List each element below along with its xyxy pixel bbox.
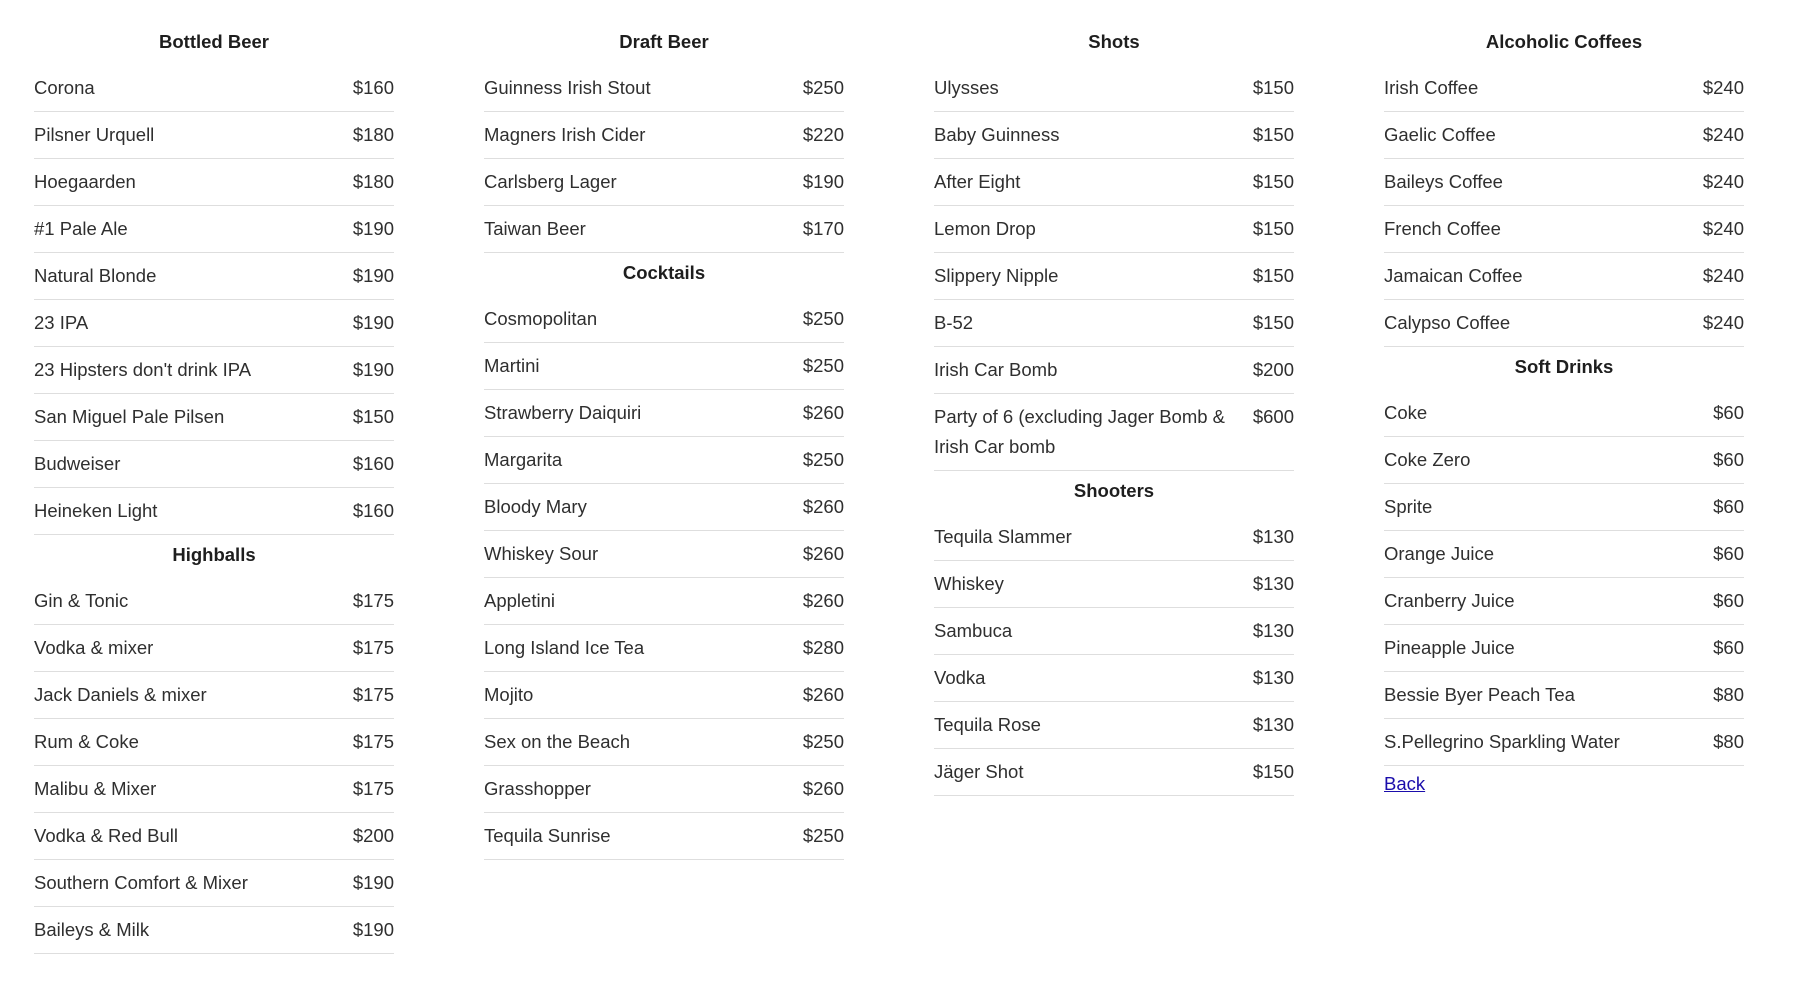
menu-item <box>484 672 844 719</box>
item-price: $175 <box>352 684 394 705</box>
item-name: Pineapple Juice <box>1384 637 1515 658</box>
menu-item <box>934 514 1294 561</box>
menu-section <box>34 22 394 535</box>
menu-item <box>484 766 844 813</box>
item-price: $190 <box>352 919 394 940</box>
back-link-container <box>1384 766 1744 795</box>
menu-item <box>34 206 394 253</box>
item-name: After Eight <box>934 171 1021 192</box>
item-price: $150 <box>1252 218 1294 239</box>
item-price: $60 <box>1713 637 1744 658</box>
section-title: Cocktails <box>622 262 706 283</box>
item-name: Tequila Slammer <box>934 526 1072 547</box>
menu-item <box>934 702 1294 749</box>
menu-item <box>1384 253 1744 300</box>
item-name: 23 IPA <box>34 312 89 333</box>
menu-item <box>934 655 1294 702</box>
back-link[interactable]: Back <box>1384 773 1426 794</box>
section-title: Highballs <box>172 544 256 565</box>
item-name: French Coffee <box>1384 218 1501 239</box>
item-price: $60 <box>1713 496 1744 517</box>
item-price: $160 <box>352 500 394 521</box>
menu-column <box>484 22 844 954</box>
menu-item <box>1384 531 1744 578</box>
item-name: Magners Irish Cider <box>484 124 646 145</box>
item-price: $600 <box>1252 406 1294 427</box>
menu-item <box>1384 578 1744 625</box>
item-price: $200 <box>1252 359 1294 380</box>
item-name: Slippery Nipple <box>934 265 1059 286</box>
item-price: $160 <box>352 453 394 474</box>
item-price: $190 <box>352 872 394 893</box>
item-price: $190 <box>352 359 394 380</box>
menu-item <box>34 907 394 954</box>
item-price: $250 <box>802 731 844 752</box>
item-price: $130 <box>1252 667 1294 688</box>
item-price: $260 <box>802 684 844 705</box>
item-name: Hoegaarden <box>34 171 136 192</box>
menu-item <box>34 625 394 672</box>
item-name: Whiskey <box>934 573 1004 594</box>
item-name: Baby Guinness <box>934 124 1060 145</box>
item-name: Gin & Tonic <box>34 590 129 611</box>
menu-item <box>484 390 844 437</box>
item-price: $190 <box>352 312 394 333</box>
item-name: Vodka <box>934 667 986 688</box>
item-price: $190 <box>352 218 394 239</box>
menu-item <box>1384 112 1744 159</box>
item-name: San Miguel Pale Pilsen <box>34 406 225 427</box>
item-price: $60 <box>1713 590 1744 611</box>
item-name: Orange Juice <box>1384 543 1495 564</box>
menu-item <box>934 159 1294 206</box>
item-price: $150 <box>1252 124 1294 145</box>
item-name: Lemon Drop <box>934 218 1036 239</box>
menu-item <box>484 719 844 766</box>
menu-item <box>484 343 844 390</box>
item-name: Guinness Irish Stout <box>484 77 651 98</box>
menu-item <box>34 65 394 112</box>
menu-item <box>934 347 1294 394</box>
item-price: $260 <box>802 402 844 423</box>
item-name: Pilsner Urquell <box>34 124 155 145</box>
item-name: Martini <box>484 355 540 376</box>
item-name: Coke Zero <box>1384 449 1471 470</box>
item-price: $240 <box>1702 218 1744 239</box>
item-price: $130 <box>1252 620 1294 641</box>
section-title: Soft Drinks <box>1514 356 1614 377</box>
menu-item <box>484 484 844 531</box>
menu-section <box>1384 347 1744 766</box>
item-price: $250 <box>802 449 844 470</box>
item-name: Vodka & Red Bull <box>34 825 178 846</box>
menu-item <box>484 625 844 672</box>
item-price: $130 <box>1252 526 1294 547</box>
item-price: $60 <box>1713 449 1744 470</box>
item-name: Tequila Rose <box>934 714 1041 735</box>
item-price: $150 <box>1252 265 1294 286</box>
menu-item <box>484 65 844 112</box>
menu-column <box>34 22 394 954</box>
item-price: $190 <box>352 265 394 286</box>
menu-item <box>34 394 394 441</box>
drinks-menu <box>34 22 1744 954</box>
menu-item <box>34 860 394 907</box>
item-price: $240 <box>1702 171 1744 192</box>
section-title: Bottled Beer <box>159 31 269 52</box>
menu-item <box>1384 625 1744 672</box>
item-name: Baileys Coffee <box>1384 171 1503 192</box>
menu-item <box>1384 672 1744 719</box>
item-name: Ulysses <box>934 77 999 98</box>
menu-column <box>934 22 1294 954</box>
menu-item <box>1384 206 1744 253</box>
item-name: Cranberry Juice <box>1384 590 1515 611</box>
item-price: $130 <box>1252 714 1294 735</box>
menu-item <box>34 813 394 860</box>
menu-item <box>934 749 1294 796</box>
item-price: $260 <box>802 496 844 517</box>
menu-item <box>484 578 844 625</box>
menu-item <box>934 65 1294 112</box>
item-name: Tequila Sunrise <box>484 825 611 846</box>
menu-section <box>934 22 1294 471</box>
menu-item <box>34 441 394 488</box>
item-price: $60 <box>1713 543 1744 564</box>
menu-item <box>934 561 1294 608</box>
item-name: Carlsberg Lager <box>484 171 617 192</box>
item-price: $175 <box>352 778 394 799</box>
menu-item <box>1384 159 1744 206</box>
item-price: $150 <box>1252 171 1294 192</box>
menu-item <box>484 159 844 206</box>
item-name: Heineken Light <box>34 500 158 521</box>
item-name: Sex on the Beach <box>484 731 631 752</box>
item-price: $250 <box>802 825 844 846</box>
item-price: $240 <box>1702 124 1744 145</box>
item-price: $80 <box>1713 684 1744 705</box>
section-title: Shots <box>1088 31 1140 52</box>
section-title: Shooters <box>1073 480 1155 501</box>
menu-item <box>484 206 844 253</box>
menu-section <box>1384 22 1744 347</box>
item-price: $240 <box>1702 77 1744 98</box>
item-name: Calypso Coffee <box>1384 312 1511 333</box>
menu-item <box>34 253 394 300</box>
item-name: Irish Car Bomb <box>934 359 1058 380</box>
item-price: $160 <box>352 77 394 98</box>
item-name: Sambuca <box>934 620 1013 641</box>
item-name: Natural Blonde <box>34 265 157 286</box>
item-price: $240 <box>1702 312 1744 333</box>
item-price: $240 <box>1702 265 1744 286</box>
menu-section <box>34 535 394 954</box>
item-name: S.Pellegrino Sparkling Water <box>1384 731 1620 752</box>
item-name: B-52 <box>934 312 974 333</box>
item-name: Taiwan Beer <box>484 218 586 239</box>
item-name: Corona <box>34 77 95 98</box>
menu-section <box>934 471 1294 796</box>
menu-item <box>484 437 844 484</box>
item-price: $60 <box>1713 402 1744 423</box>
item-name: Jäger Shot <box>934 761 1024 782</box>
item-name: Whiskey Sour <box>484 543 599 564</box>
item-name: Sprite <box>1384 496 1433 517</box>
item-price: $150 <box>352 406 394 427</box>
menu-item <box>34 766 394 813</box>
menu-item <box>934 253 1294 300</box>
item-price: $250 <box>802 355 844 376</box>
item-price: $80 <box>1713 731 1744 752</box>
item-name: Rum & Coke <box>34 731 139 752</box>
menu-item <box>484 813 844 860</box>
menu-item <box>934 206 1294 253</box>
menu-item <box>1384 300 1744 347</box>
item-price: $200 <box>352 825 394 846</box>
item-price: $175 <box>352 637 394 658</box>
menu-item <box>1384 65 1744 112</box>
menu-item <box>934 112 1294 159</box>
menu-section <box>484 22 844 253</box>
item-name: Jack Daniels & mixer <box>34 684 207 705</box>
item-name: #1 Pale Ale <box>34 218 128 239</box>
menu-item <box>934 394 1294 471</box>
item-name: Margarita <box>484 449 563 470</box>
item-price: $130 <box>1252 573 1294 594</box>
item-price: $220 <box>802 124 844 145</box>
item-price: $250 <box>802 77 844 98</box>
item-price: $150 <box>1252 312 1294 333</box>
item-name: Bessie Byer Peach Tea <box>1384 684 1575 705</box>
item-name: Vodka & mixer <box>34 637 154 658</box>
item-price: $280 <box>802 637 844 658</box>
item-price: $180 <box>352 171 394 192</box>
item-price: $260 <box>802 590 844 611</box>
item-price: $250 <box>802 308 844 329</box>
item-name: Cosmopolitan <box>484 308 598 329</box>
item-name: Baileys & Milk <box>34 919 150 940</box>
item-name: Long Island Ice Tea <box>484 637 645 658</box>
menu-item <box>1384 437 1744 484</box>
section-title: Draft Beer <box>619 31 709 52</box>
item-name: Jamaican Coffee <box>1384 265 1523 286</box>
item-name: Irish Coffee <box>1384 77 1479 98</box>
menu-item <box>34 488 394 535</box>
menu-item <box>34 672 394 719</box>
item-price: $175 <box>352 731 394 752</box>
item-name: Appletini <box>484 590 555 611</box>
item-name: Budweiser <box>34 453 121 474</box>
item-name: Coke <box>1384 402 1428 423</box>
menu-item <box>34 159 394 206</box>
menu-item <box>34 300 394 347</box>
section-title: Alcoholic Coffees <box>1485 31 1643 52</box>
item-price: $175 <box>352 590 394 611</box>
item-name: Party of 6 (excluding Jager Bomb & Irish Car bomb <box>934 406 1226 457</box>
menu-item <box>34 112 394 159</box>
item-name: 23 Hipsters don't drink IPA <box>34 359 252 380</box>
item-price: $170 <box>802 218 844 239</box>
menu-item <box>1384 719 1744 766</box>
menu-item <box>34 578 394 625</box>
menu-item <box>484 296 844 343</box>
item-name: Strawberry Daiquiri <box>484 402 642 423</box>
menu-item <box>934 608 1294 655</box>
item-name: Grasshopper <box>484 778 591 799</box>
item-name: Southern Comfort & Mixer <box>34 872 248 893</box>
item-name: Mojito <box>484 684 534 705</box>
menu-item <box>1384 390 1744 437</box>
item-name: Bloody Mary <box>484 496 587 517</box>
item-price: $260 <box>802 778 844 799</box>
menu-item <box>34 719 394 766</box>
menu-section <box>484 253 844 860</box>
item-name: Malibu & Mixer <box>34 778 157 799</box>
item-price: $190 <box>802 171 844 192</box>
item-price: $150 <box>1252 761 1294 782</box>
item-price: $150 <box>1252 77 1294 98</box>
menu-item <box>484 531 844 578</box>
menu-item <box>934 300 1294 347</box>
item-name: Gaelic Coffee <box>1384 124 1496 145</box>
item-price: $180 <box>352 124 394 145</box>
menu-item <box>34 347 394 394</box>
menu-column <box>1384 22 1744 954</box>
item-price: $260 <box>802 543 844 564</box>
menu-item <box>484 112 844 159</box>
menu-item <box>1384 484 1744 531</box>
